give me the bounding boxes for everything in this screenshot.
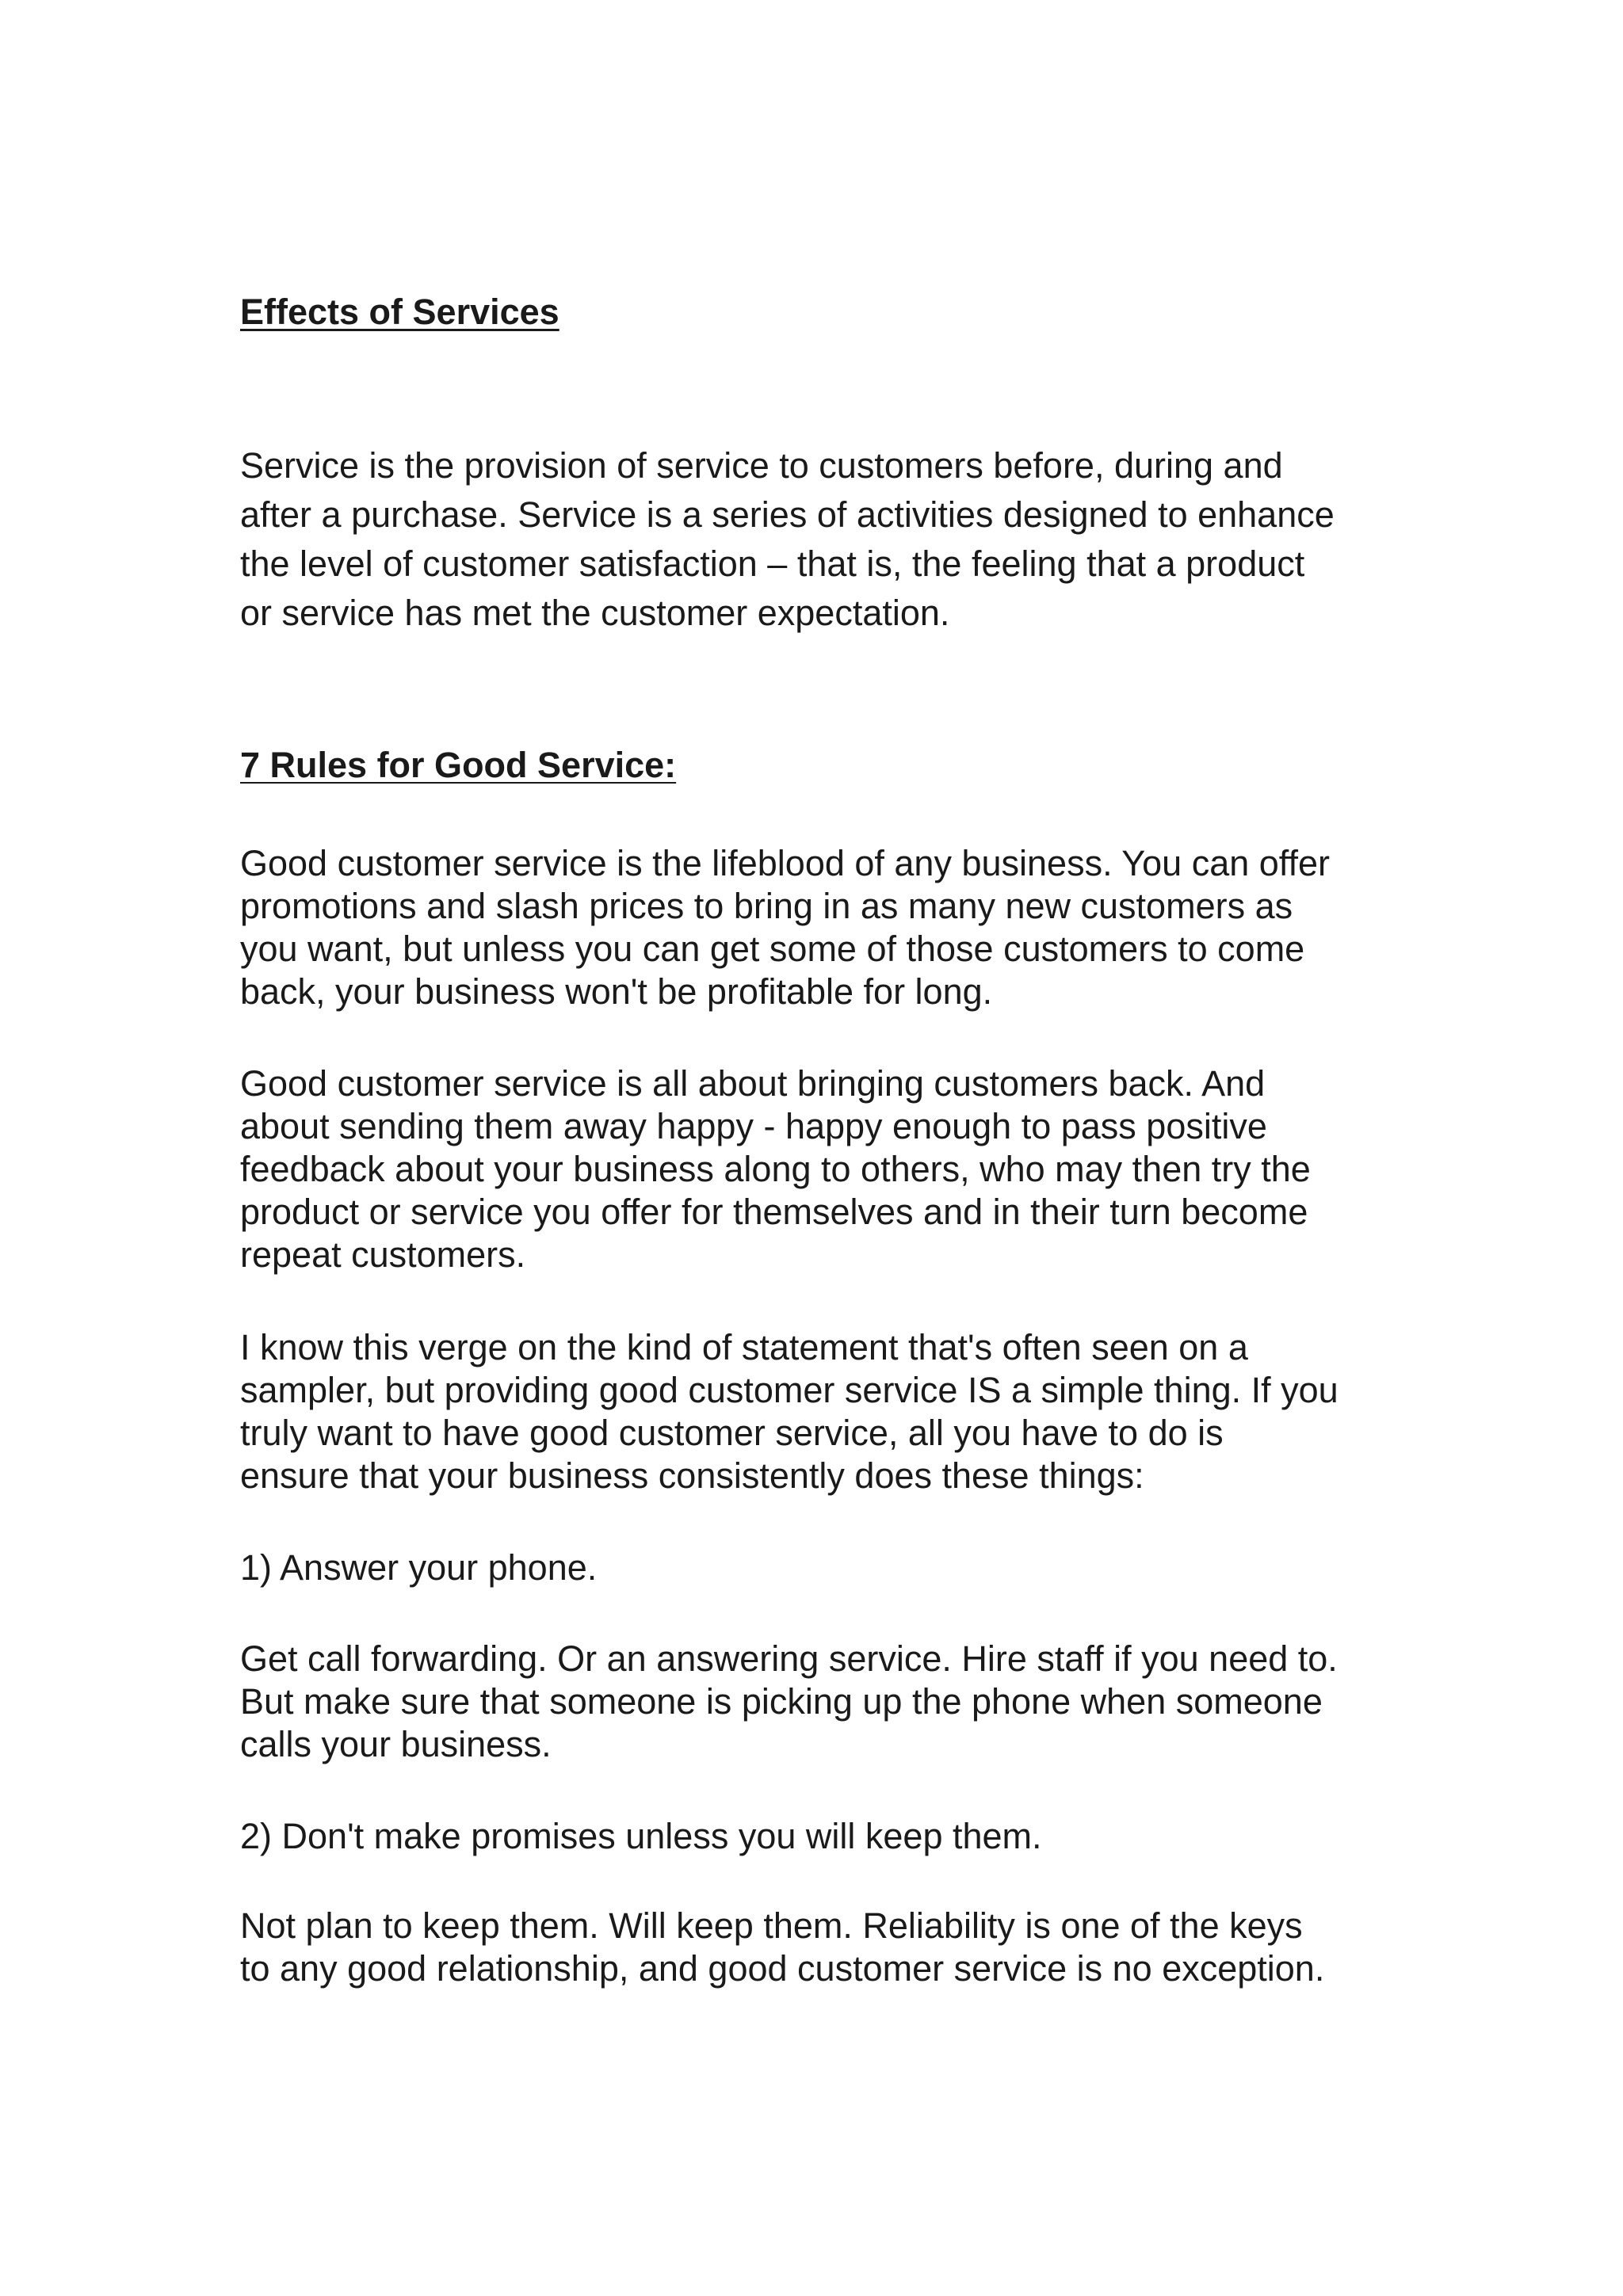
- text-line: Service is the provision of service to customers before, during and: [240, 445, 1283, 486]
- text-line: But make sure that someone is picking up the phone when someone: [240, 1681, 1323, 1722]
- text-line: ensure that your business consistently does these things:: [240, 1455, 1144, 1496]
- text-line: Good customer service is the lifeblood of any business. You can offer: [240, 843, 1330, 883]
- text-line: the level of customer satisfaction – that is, the feeling that a product: [240, 543, 1305, 584]
- simple-thing-paragraph: [240, 1326, 1445, 1497]
- text-line: after a purchase. Service is a series of activities designed to enhance: [240, 494, 1335, 535]
- text-line: Get call forwarding. Or an answering service. Hire staff if you need to.: [240, 1638, 1338, 1679]
- text-line: truly want to have good customer service, all you have to do is: [240, 1413, 1224, 1453]
- text-line: Not plan to keep them. Will keep them. Reliability is one of the keys: [240, 1905, 1303, 1946]
- lifeblood-paragraph: [240, 842, 1445, 1013]
- text-line: calls your business.: [240, 1724, 552, 1764]
- rule-2-heading: [240, 1815, 1445, 1858]
- text-line: back, your business won't be profitable for long.: [240, 971, 993, 1012]
- text-line: sampler, but providing good customer service IS a simple thing. If you: [240, 1370, 1338, 1410]
- text-line: about sending them away happy - happy enough to pass positive: [240, 1106, 1267, 1146]
- bringing-back-paragraph: [240, 1062, 1445, 1276]
- text-line: to any good relationship, and good customer service is no exception.: [240, 1948, 1325, 1989]
- document-title: Effects of Services: [240, 292, 559, 332]
- rules-heading: 7 Rules for Good Service:: [240, 745, 677, 785]
- intro-paragraph: [240, 441, 1445, 638]
- text-line: you want, but unless you can get some of those customers to come: [240, 929, 1305, 969]
- text-line: 2) Don't make promises unless you will keep them.: [240, 1816, 1042, 1856]
- text-line: repeat customers.: [240, 1234, 526, 1275]
- text-line: Good customer service is all about bringing customers back. And: [240, 1063, 1266, 1104]
- rule-1-paragraph: [240, 1638, 1445, 1766]
- text-line: product or service you offer for themselves and in their turn become: [240, 1192, 1308, 1232]
- text-line: promotions and slash prices to bring in as many new customers as: [240, 886, 1293, 926]
- rule-2-paragraph: [240, 1905, 1445, 1990]
- text-line: I know this verge on the kind of statement that's often seen on a: [240, 1327, 1248, 1367]
- text-line: or service has met the customer expectation.: [240, 593, 950, 633]
- rule-1-heading: [240, 1547, 1445, 1589]
- text-line: feedback about your business along to others, who may then try the: [240, 1149, 1311, 1189]
- text-line: 1) Answer your phone.: [240, 1547, 598, 1588]
